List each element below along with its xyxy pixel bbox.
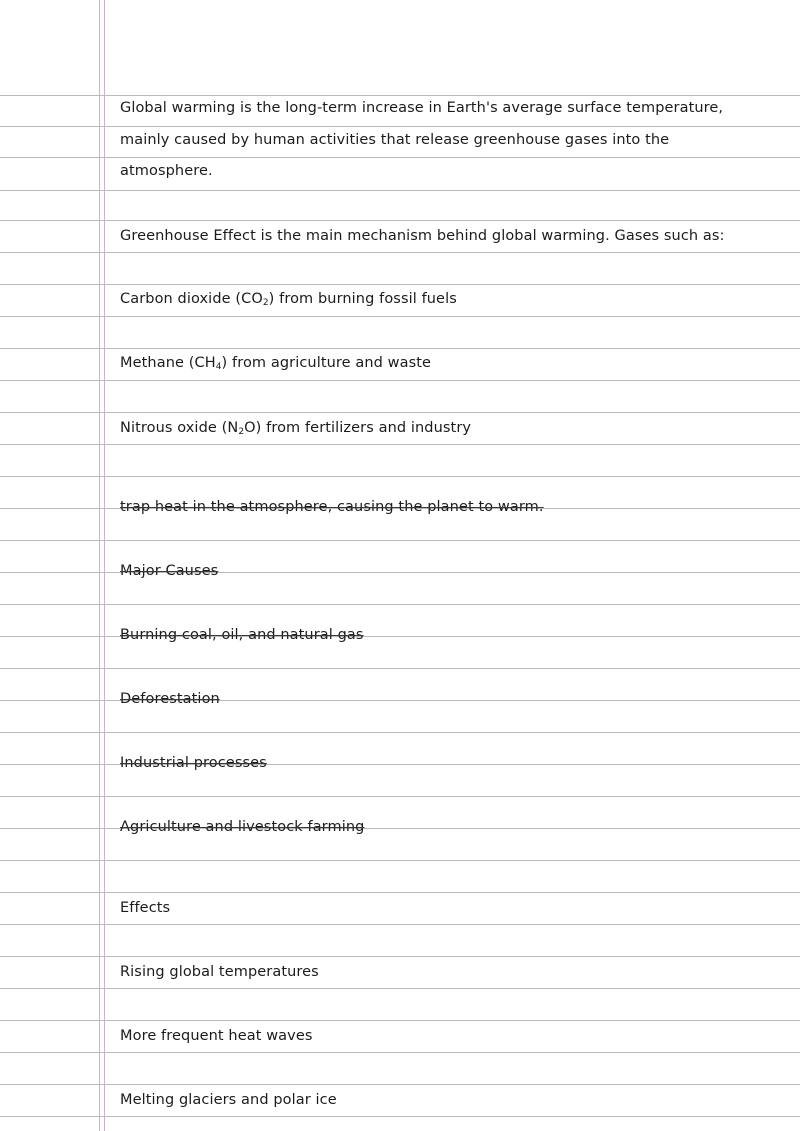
effect-item: More frequent heat waves (120, 1028, 313, 1044)
ruled-line (0, 316, 800, 317)
paragraph-line-1: Global warming is the long-term increase in Earth's average surface temperature, (120, 100, 724, 116)
ruled-line (0, 892, 800, 893)
ruled-line (0, 1052, 800, 1053)
gas-item (120, 289, 780, 309)
ruled-line (0, 668, 800, 669)
effects-heading: Effects (120, 900, 171, 916)
gas-name: Nitrous oxide (N (120, 420, 239, 436)
margin-line (99, 0, 100, 1131)
major-causes-heading: Major Causes (120, 563, 219, 579)
gas-name: Carbon dioxide (CO (120, 291, 263, 307)
ruled-line (0, 284, 800, 285)
ruled-line (0, 956, 800, 957)
ruled-line (0, 476, 800, 477)
ruled-line (0, 126, 800, 127)
ruled-line (0, 604, 800, 605)
ruled-line (0, 95, 800, 96)
gas-rest: ) from burning fossil fuels (268, 291, 457, 307)
paragraph-line-3: atmosphere. (120, 163, 213, 179)
ruled-line (0, 190, 800, 191)
ruled-line (0, 348, 800, 349)
ruled-line (0, 412, 800, 413)
paragraph-line-2: mainly caused by human activities that release greenhouse gases into the (120, 132, 670, 148)
ruled-line (0, 157, 800, 158)
gas-rest: ) from agriculture and waste (221, 355, 432, 371)
ruled-line (0, 924, 800, 925)
cause-item: Agriculture and livestock farming (120, 819, 365, 835)
ruled-line (0, 796, 800, 797)
gas-item (120, 353, 780, 373)
cause-item: Burning coal, oil, and natural gas (120, 627, 364, 643)
margin-line (104, 0, 105, 1131)
ruled-line (0, 220, 800, 221)
ruled-line (0, 380, 800, 381)
gas-subscript: 2 (238, 427, 245, 437)
ruled-line (0, 860, 800, 861)
gas-subscript: 2 (262, 298, 269, 308)
ruled-line (0, 1084, 800, 1085)
gas-subscript: 4 (215, 362, 222, 372)
greenhouse-intro: Greenhouse Effect is the main mechanism behind global warming. Gases such as: (120, 228, 725, 244)
ruled-line (0, 252, 800, 253)
effect-item: Melting glaciers and polar ice (120, 1092, 337, 1108)
ruled-line (0, 1116, 800, 1117)
ruled-line (0, 1020, 800, 1021)
ruled-line (0, 732, 800, 733)
ruled-line (0, 540, 800, 541)
ruled-line (0, 444, 800, 445)
cause-item: Industrial processes (120, 755, 267, 771)
gas-item (120, 418, 780, 438)
effect-item: Rising global temperatures (120, 964, 319, 980)
ruled-line (0, 988, 800, 989)
gas-rest: O) from fertilizers and industry (244, 420, 472, 436)
cause-item: Deforestation (120, 691, 220, 707)
gas-name: Methane (CH (120, 355, 216, 371)
trap-heat-line: trap heat in the atmosphere, causing the planet to warm. (120, 499, 544, 515)
